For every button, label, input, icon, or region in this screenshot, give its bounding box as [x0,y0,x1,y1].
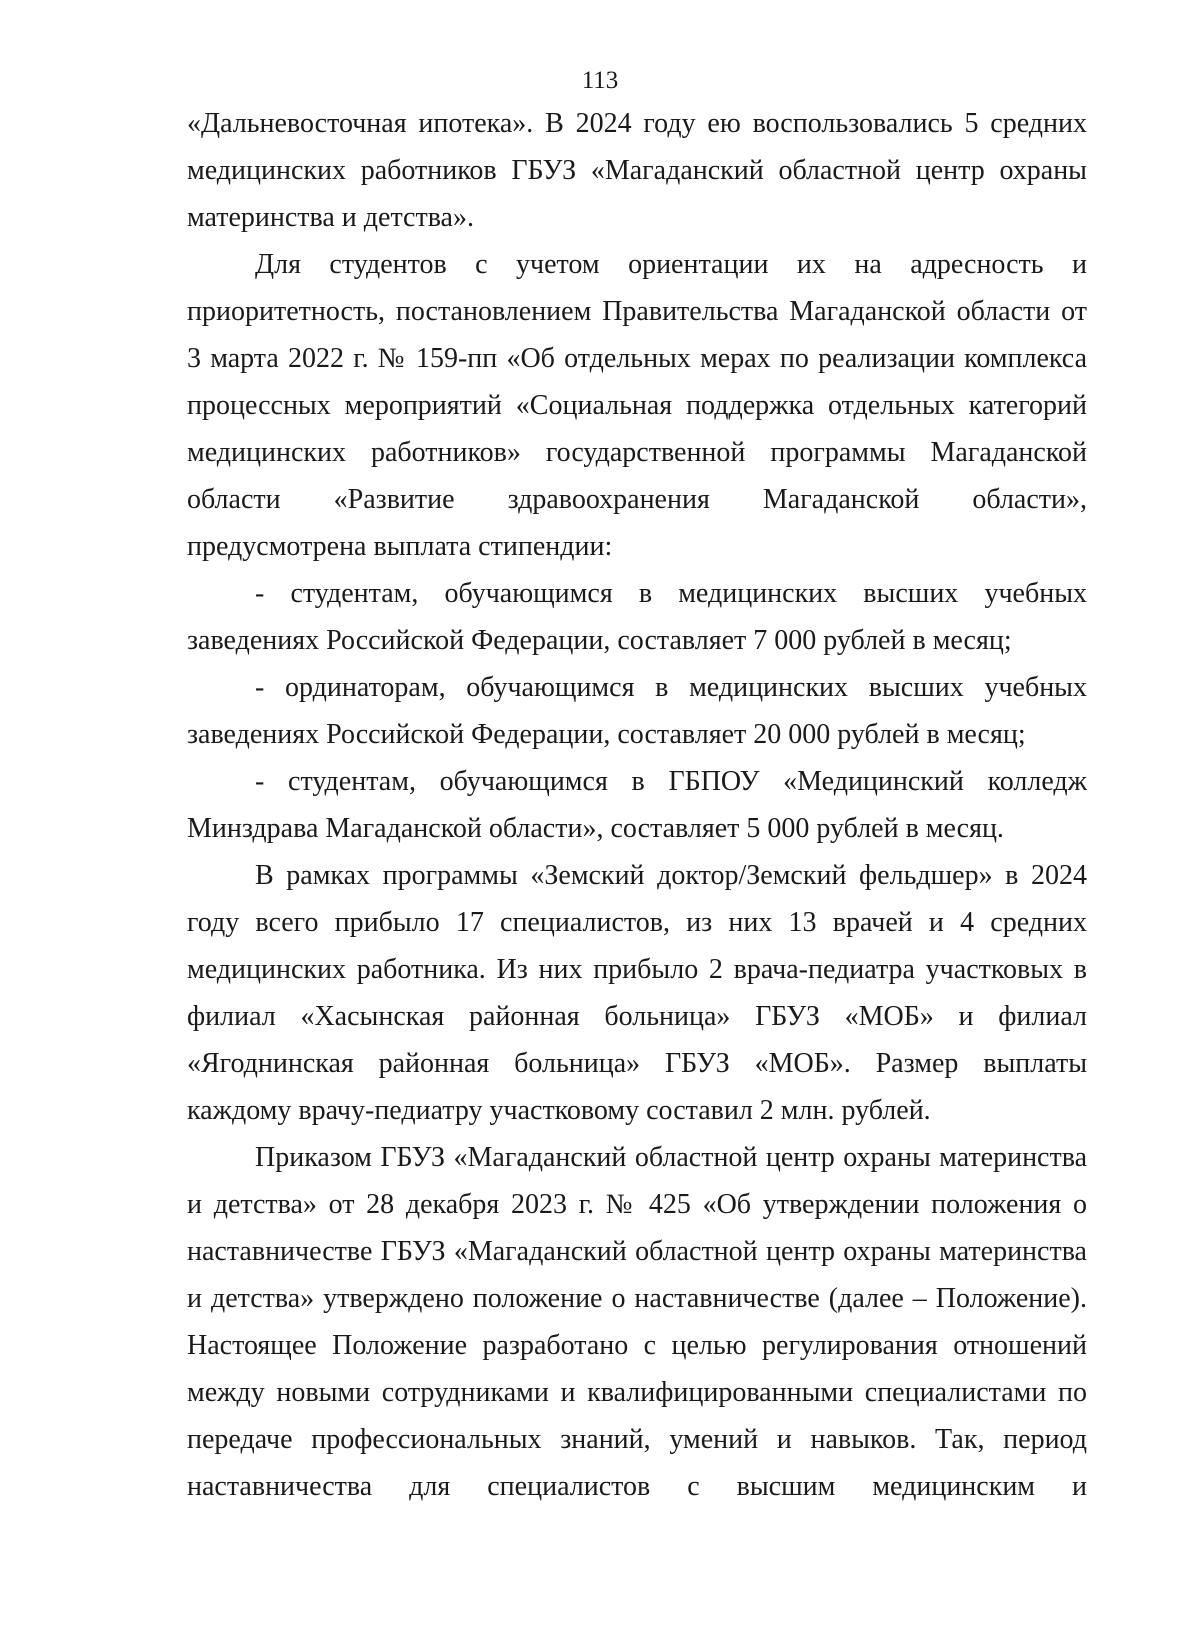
paragraph-mortgage: «Дальневосточная ипотека». В 2024 году ею воспользовались 5 средних медицинских работников ГБУЗ «Магаданский областной центр охраны материнства и детства». [187,108,1087,233]
list-item-residents: - ординаторам, обучающимся в медицинских высших учебных заведениях Российской Федерации, составляет 20 000 рублей в месяц; [187,672,1087,750]
paragraph-zemsky-doctor: В рамках программы «Земский доктор/Земский фельдшер» в 2024 году всего прибыло 17 специалистов, из них 13 врачей и 4 средних медицинских работника. Из них прибыло 2 врача-педиатра участковых в филиал «Хасынская районная больница» ГБУЗ «МОБ» и филиал «Ягоднинская районная больница» ГБУЗ «МОБ». Размер выплаты каждому врачу-педиатру участковому составил 2 млн. рублей. [187,860,1087,1126]
list-item-students-universities: - студентам, обучающимся в медицинских высших учебных заведениях Российской Федерации, составляет 7 000 рублей в месяц; [187,578,1087,656]
paragraph-stipend-intro: Для студентов с учетом ориентации их на адресность и приоритетность, постановлением Правительства Магаданской области от 3 марта 2022 г. № 159-пп «Об отдельных мерах по реализации комплекса процессных мероприятий «Социальная поддержка отдельных категорий медицинских работников» государственной программы Магаданской области «Развитие здравоохранения Магаданской области», предусмотрена выплата стипендии: [187,249,1087,562]
page-number: 113 [581,67,619,94]
list-item-students-college: - студентам, обучающимся в ГБПОУ «Медицинский колледж Минздрава Магаданской области», составляет 5 000 рублей в месяц. [187,766,1087,844]
document-body [187,100,1087,1510]
paragraph-mentorship: Приказом ГБУЗ «Магаданский областной центр охраны материнства и детства» от 28 декабря 2023 г. № 425 «Об утверждении положения о наставничестве ГБУЗ «Магаданский областной центр охраны материнства и детства» утверждено положение о наставничестве (далее – Положение). Настоящее Положение разработано с целью регулирования отношений между новыми сотрудниками и квалифицированными специалистами по передаче профессиональных знаний, умений и навыков. Так, период наставничества для специалистов с высшим медицинским и [187,1142,1087,1502]
